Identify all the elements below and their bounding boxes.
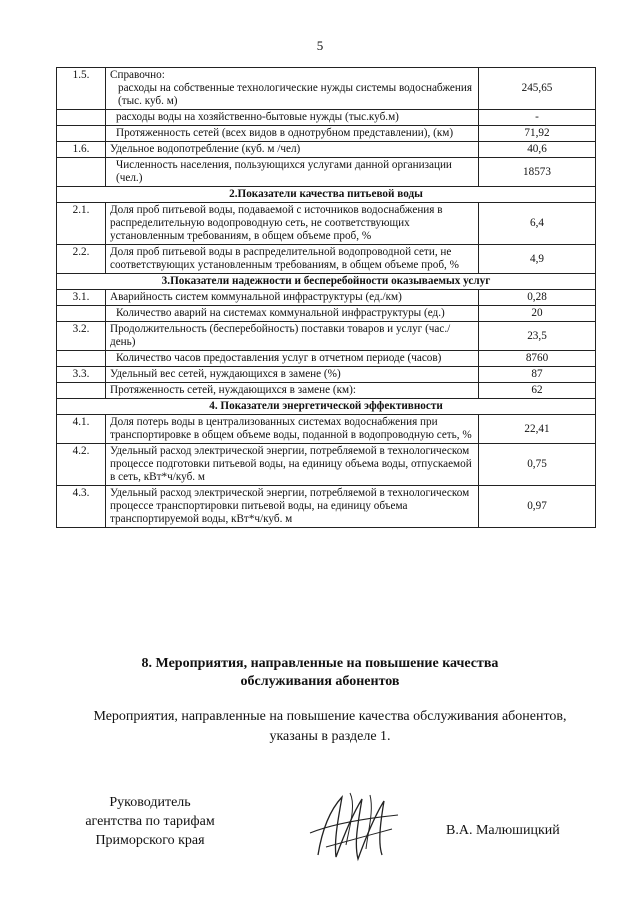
table-row	[57, 367, 596, 383]
table-row	[57, 110, 596, 126]
row-title: Справочно:	[110, 69, 165, 81]
section-header: 2.Показатели качества питьевой воды	[57, 187, 596, 203]
row-text	[106, 68, 479, 110]
row-number: 2.2.	[57, 245, 106, 274]
handwritten-signature	[300, 785, 410, 875]
table-row	[57, 126, 596, 142]
row-text: Удельное водопотребление (куб. м /чел)	[106, 142, 479, 158]
row-number	[57, 383, 106, 399]
row-text: Продолжительность (бесперебойность) поставки товаров и услуг (час./день)	[106, 322, 479, 351]
section-header-row	[57, 274, 596, 290]
table-row	[57, 486, 596, 528]
row-subtext: расходы на собственные технологические нужды системы водоснабжения (тыс. куб. м)	[118, 82, 472, 107]
row-number: 4.1.	[57, 415, 106, 444]
row-number: 3.3.	[57, 367, 106, 383]
row-number: 4.3.	[57, 486, 106, 528]
paragraph-line: указаны в разделе 1.	[269, 729, 391, 744]
row-text: Доля потерь воды в централизованных системах водоснабжения при транспортировке в общем объеме воды, поданной в водопроводную сеть, %	[106, 415, 479, 444]
row-value: 8760	[479, 351, 596, 367]
table-row	[57, 444, 596, 486]
section-heading-line: 8. Мероприятия, направленные на повышение качества	[141, 656, 499, 671]
table-row	[57, 68, 596, 110]
row-value: 18573	[479, 158, 596, 187]
table-row	[57, 383, 596, 399]
indicators-table	[56, 67, 596, 528]
row-number	[57, 126, 106, 142]
row-value: 22,41	[479, 415, 596, 444]
table-row	[57, 290, 596, 306]
row-text: Удельный расход электрической энергии, потребляемой в технологическом процессе подготовки питьевой воды, на единицу объема воды, отпускаемой в сеть, кВт*ч/куб. м	[106, 444, 479, 486]
signer-line: агентства по тарифам	[85, 814, 215, 829]
row-number	[57, 110, 106, 126]
section-header: 3.Показатели надежности и бесперебойности оказываемых услуг	[57, 274, 596, 290]
section-8-paragraph	[60, 707, 600, 747]
row-number: 2.1.	[57, 203, 106, 245]
row-subtext: Количество аварий на системах коммунальной инфраструктуры (ед.)	[106, 306, 479, 322]
row-number	[57, 306, 106, 322]
row-text: Удельный вес сетей, нуждающихся в замене (%)	[106, 367, 479, 383]
section-heading-line: обслуживания абонентов	[240, 674, 400, 689]
signer-line: Приморского края	[95, 833, 205, 848]
row-value: 71,92	[479, 126, 596, 142]
row-subtext: Протяженность сетей, нуждающихся в замене (км):	[106, 383, 479, 399]
row-value: 0,97	[479, 486, 596, 528]
row-value: 62	[479, 383, 596, 399]
table-row	[57, 142, 596, 158]
section-header-row	[57, 399, 596, 415]
row-value: 0,28	[479, 290, 596, 306]
section-header-row	[57, 187, 596, 203]
row-value: 23,5	[479, 322, 596, 351]
table-row	[57, 322, 596, 351]
table-row	[57, 158, 596, 187]
row-number: 4.2.	[57, 444, 106, 486]
row-number	[57, 351, 106, 367]
paragraph-line: Мероприятия, направленные на повышение качества обслуживания абонентов,	[93, 709, 567, 724]
row-subtext: расходы воды на хозяйственно-бытовые нужды (тыс.куб.м)	[106, 110, 479, 126]
table-row	[57, 245, 596, 274]
section-8-heading	[0, 655, 640, 691]
page-number: 5	[316, 38, 324, 53]
row-subtext: Количество часов предоставления услуг в отчетном периоде (часов)	[106, 351, 479, 367]
signer-name: В.А. Малюшицкий	[446, 823, 560, 838]
row-value: 6,4	[479, 203, 596, 245]
row-value: 0,75	[479, 444, 596, 486]
row-value: -	[479, 110, 596, 126]
signer-title	[60, 793, 240, 850]
section-header: 4. Показатели энергетической эффективности	[57, 399, 596, 415]
table-row	[57, 203, 596, 245]
table-row	[57, 306, 596, 322]
row-subtext: Численность населения, пользующихся услугами данной организации (чел.)	[106, 158, 479, 187]
table-row	[57, 351, 596, 367]
row-value: 40,6	[479, 142, 596, 158]
row-subtext: Протяженность сетей (всех видов в однотрубном представлении), (км)	[106, 126, 479, 142]
row-text: Удельный расход электрической энергии, потребляемой в технологическом процессе транспортировки питьевой воды, на единицу объема транспортируемой воды, кВт*ч/куб. м	[106, 486, 479, 528]
row-number: 3.2.	[57, 322, 106, 351]
row-value: 87	[479, 367, 596, 383]
row-value: 4,9	[479, 245, 596, 274]
row-number: 1.5.	[57, 68, 106, 110]
row-value: 20	[479, 306, 596, 322]
row-text: Аварийность систем коммунальной инфраструктуры (ед./км)	[106, 290, 479, 306]
row-value: 245,65	[479, 68, 596, 110]
signer-line: Руководитель	[109, 795, 191, 810]
table-row	[57, 415, 596, 444]
row-number	[57, 158, 106, 187]
row-text: Доля проб питьевой воды в распределительной водопроводной сети, не соответствующих установленным требованиям, в общем объеме проб, %	[106, 245, 479, 274]
row-number: 3.1.	[57, 290, 106, 306]
row-text: Доля проб питьевой воды, подаваемой с источников водоснабжения в распределительную водопроводную сеть, не соответствующих установленным требованиям, в общем объеме проб, %	[106, 203, 479, 245]
row-number: 1.6.	[57, 142, 106, 158]
